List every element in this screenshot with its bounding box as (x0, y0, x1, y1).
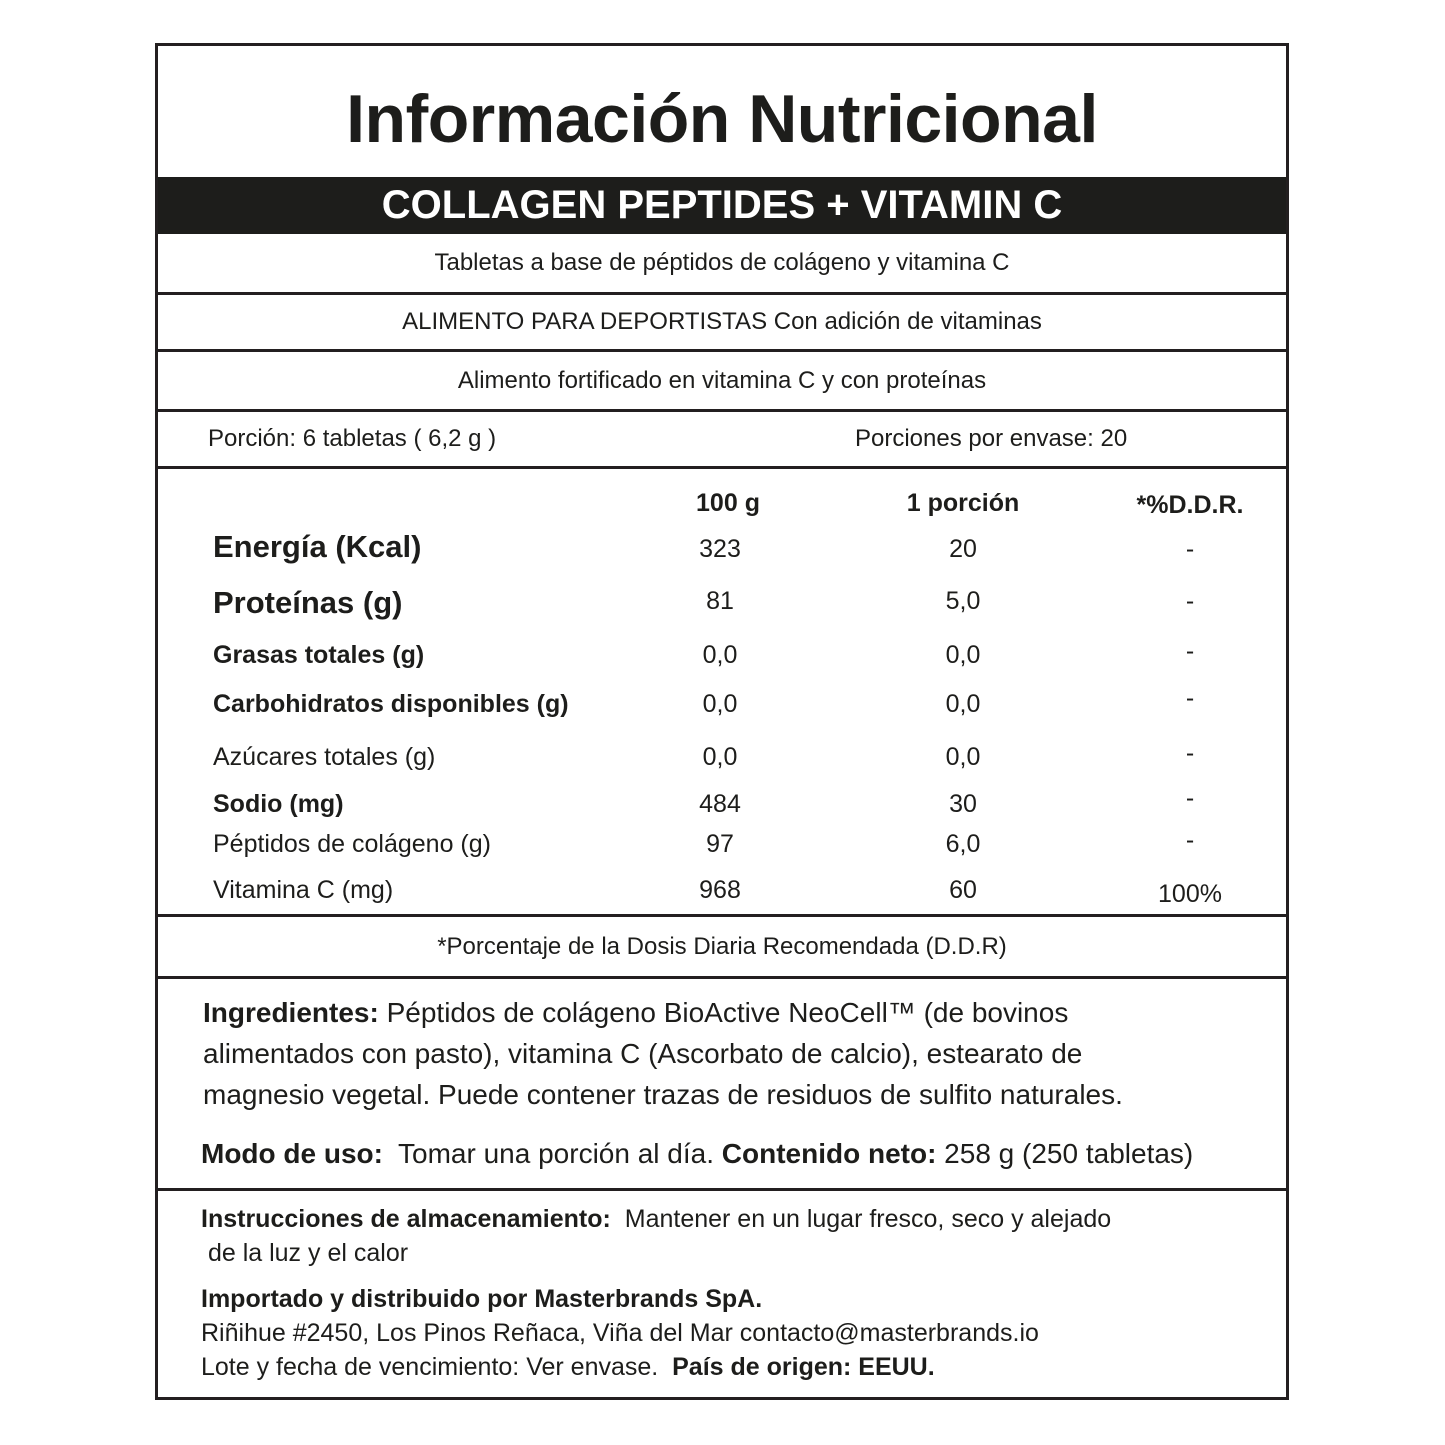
nutrient-name: Energía (Kcal) (213, 529, 422, 564)
value-portion: 60 (949, 876, 977, 904)
nutrition-label (155, 43, 1289, 1400)
value-portion: 30 (949, 790, 977, 818)
value-portion: 0,0 (945, 743, 981, 771)
storage-instructions (201, 1202, 1111, 1270)
ingredients (203, 992, 1123, 1115)
distributor-info (201, 1282, 1039, 1384)
value-ddr: 100% (1158, 880, 1222, 908)
lot-expiry-text: Lote y fecha de vencimiento: Ver envase. (201, 1353, 673, 1381)
product-name-banner: COLLAGEN PEPTIDES + VITAMIN C (158, 177, 1286, 234)
nutrient-name: Sodio (mg) (213, 790, 344, 818)
value-ddr: - (1185, 535, 1195, 563)
label-title: Información Nutricional (346, 81, 1098, 157)
value-ddr: - (1185, 684, 1195, 712)
nutrition-table (158, 469, 1286, 917)
usage-instructions (201, 1133, 1193, 1174)
nutrient-name: Grasas totales (g) (213, 641, 425, 669)
storage-label: Instrucciones de almacenamiento: (201, 1205, 611, 1233)
fortification-statement: Alimento fortificado en vitamina C y con proteínas (457, 366, 987, 394)
column-header-portion: 1 porción (906, 489, 1020, 517)
portion-size: Porción: 6 tabletas ( 6,2 g ) (208, 425, 497, 452)
value-ddr: - (1185, 637, 1195, 665)
storage-text: de la luz y el calor (201, 1239, 409, 1267)
value-100g: 0,0 (702, 743, 738, 771)
storage-text: Mantener en un lugar fresco, seco y alejado (610, 1205, 1112, 1233)
value-100g: 0,0 (702, 690, 738, 718)
ingredients-label: Ingredientes: (203, 997, 379, 1028)
value-ddr: - (1185, 739, 1195, 767)
product-category: ALIMENTO PARA DEPORTISTAS Con adición de vitaminas (402, 308, 1042, 335)
value-ddr: - (1185, 784, 1195, 812)
portions-per-container: Porciones por envase: 20 (855, 425, 1128, 452)
nutrient-name: Azúcares totales (g) (213, 743, 436, 771)
value-portion: 5,0 (945, 587, 981, 615)
usage-label: Modo de uso: (201, 1138, 383, 1169)
value-100g: 968 (699, 876, 741, 904)
nutrient-name: Proteínas (g) (213, 585, 403, 620)
value-ddr: - (1185, 826, 1195, 854)
column-header-100g: 100 g (696, 489, 760, 517)
value-100g: 81 (706, 587, 734, 615)
nutrient-name: Carbohidratos disponibles (g) (213, 690, 569, 718)
value-portion: 6,0 (945, 830, 981, 858)
divider (158, 1188, 1286, 1191)
nutrient-name: Vitamina C (mg) (213, 876, 394, 904)
ddr-footnote: *Porcentaje de la Dosis Diaria Recomendada (D.D.R) (437, 932, 1007, 960)
distributor-address: Riñihue #2450, Los Pinos Reñaca, Viña del Mar contacto@masterbrands.io (201, 1319, 1039, 1347)
country-of-origin: País de origen: EEUU. (672, 1353, 935, 1381)
value-100g: 0,0 (702, 641, 738, 669)
net-content-label: Contenido neto: (721, 1138, 937, 1169)
value-portion: 0,0 (945, 641, 981, 669)
nutrient-name: Péptidos de colágeno (g) (213, 830, 491, 858)
value-portion: 0,0 (945, 690, 981, 718)
value-portion: 20 (949, 535, 977, 563)
ingredients-text: alimentados con pasto), vitamina C (Ascorbato de calcio), estearato de (203, 1038, 1083, 1069)
ingredients-text: Péptidos de colágeno BioActive NeoCell™ (de bovinos (378, 997, 1069, 1028)
divider (158, 976, 1286, 979)
column-header-ddr: *%D.D.R. (1136, 491, 1244, 519)
usage-text: Tomar una porción al día. (382, 1138, 722, 1169)
product-description: Tabletas a base de péptidos de colágeno y vitamina C (434, 249, 1010, 276)
ingredients-text: magnesio vegetal. Puede contener trazas de residuos de sulfito naturales. (203, 1079, 1123, 1110)
value-100g: 484 (699, 790, 741, 818)
value-100g: 323 (699, 535, 741, 563)
importer-name: Importado y distribuido por Masterbrands SpA. (201, 1285, 763, 1313)
serving-info (158, 412, 1286, 466)
value-ddr: - (1185, 587, 1195, 615)
net-content-value: 258 g (250 tabletas) (936, 1138, 1194, 1169)
value-100g: 97 (706, 830, 734, 858)
